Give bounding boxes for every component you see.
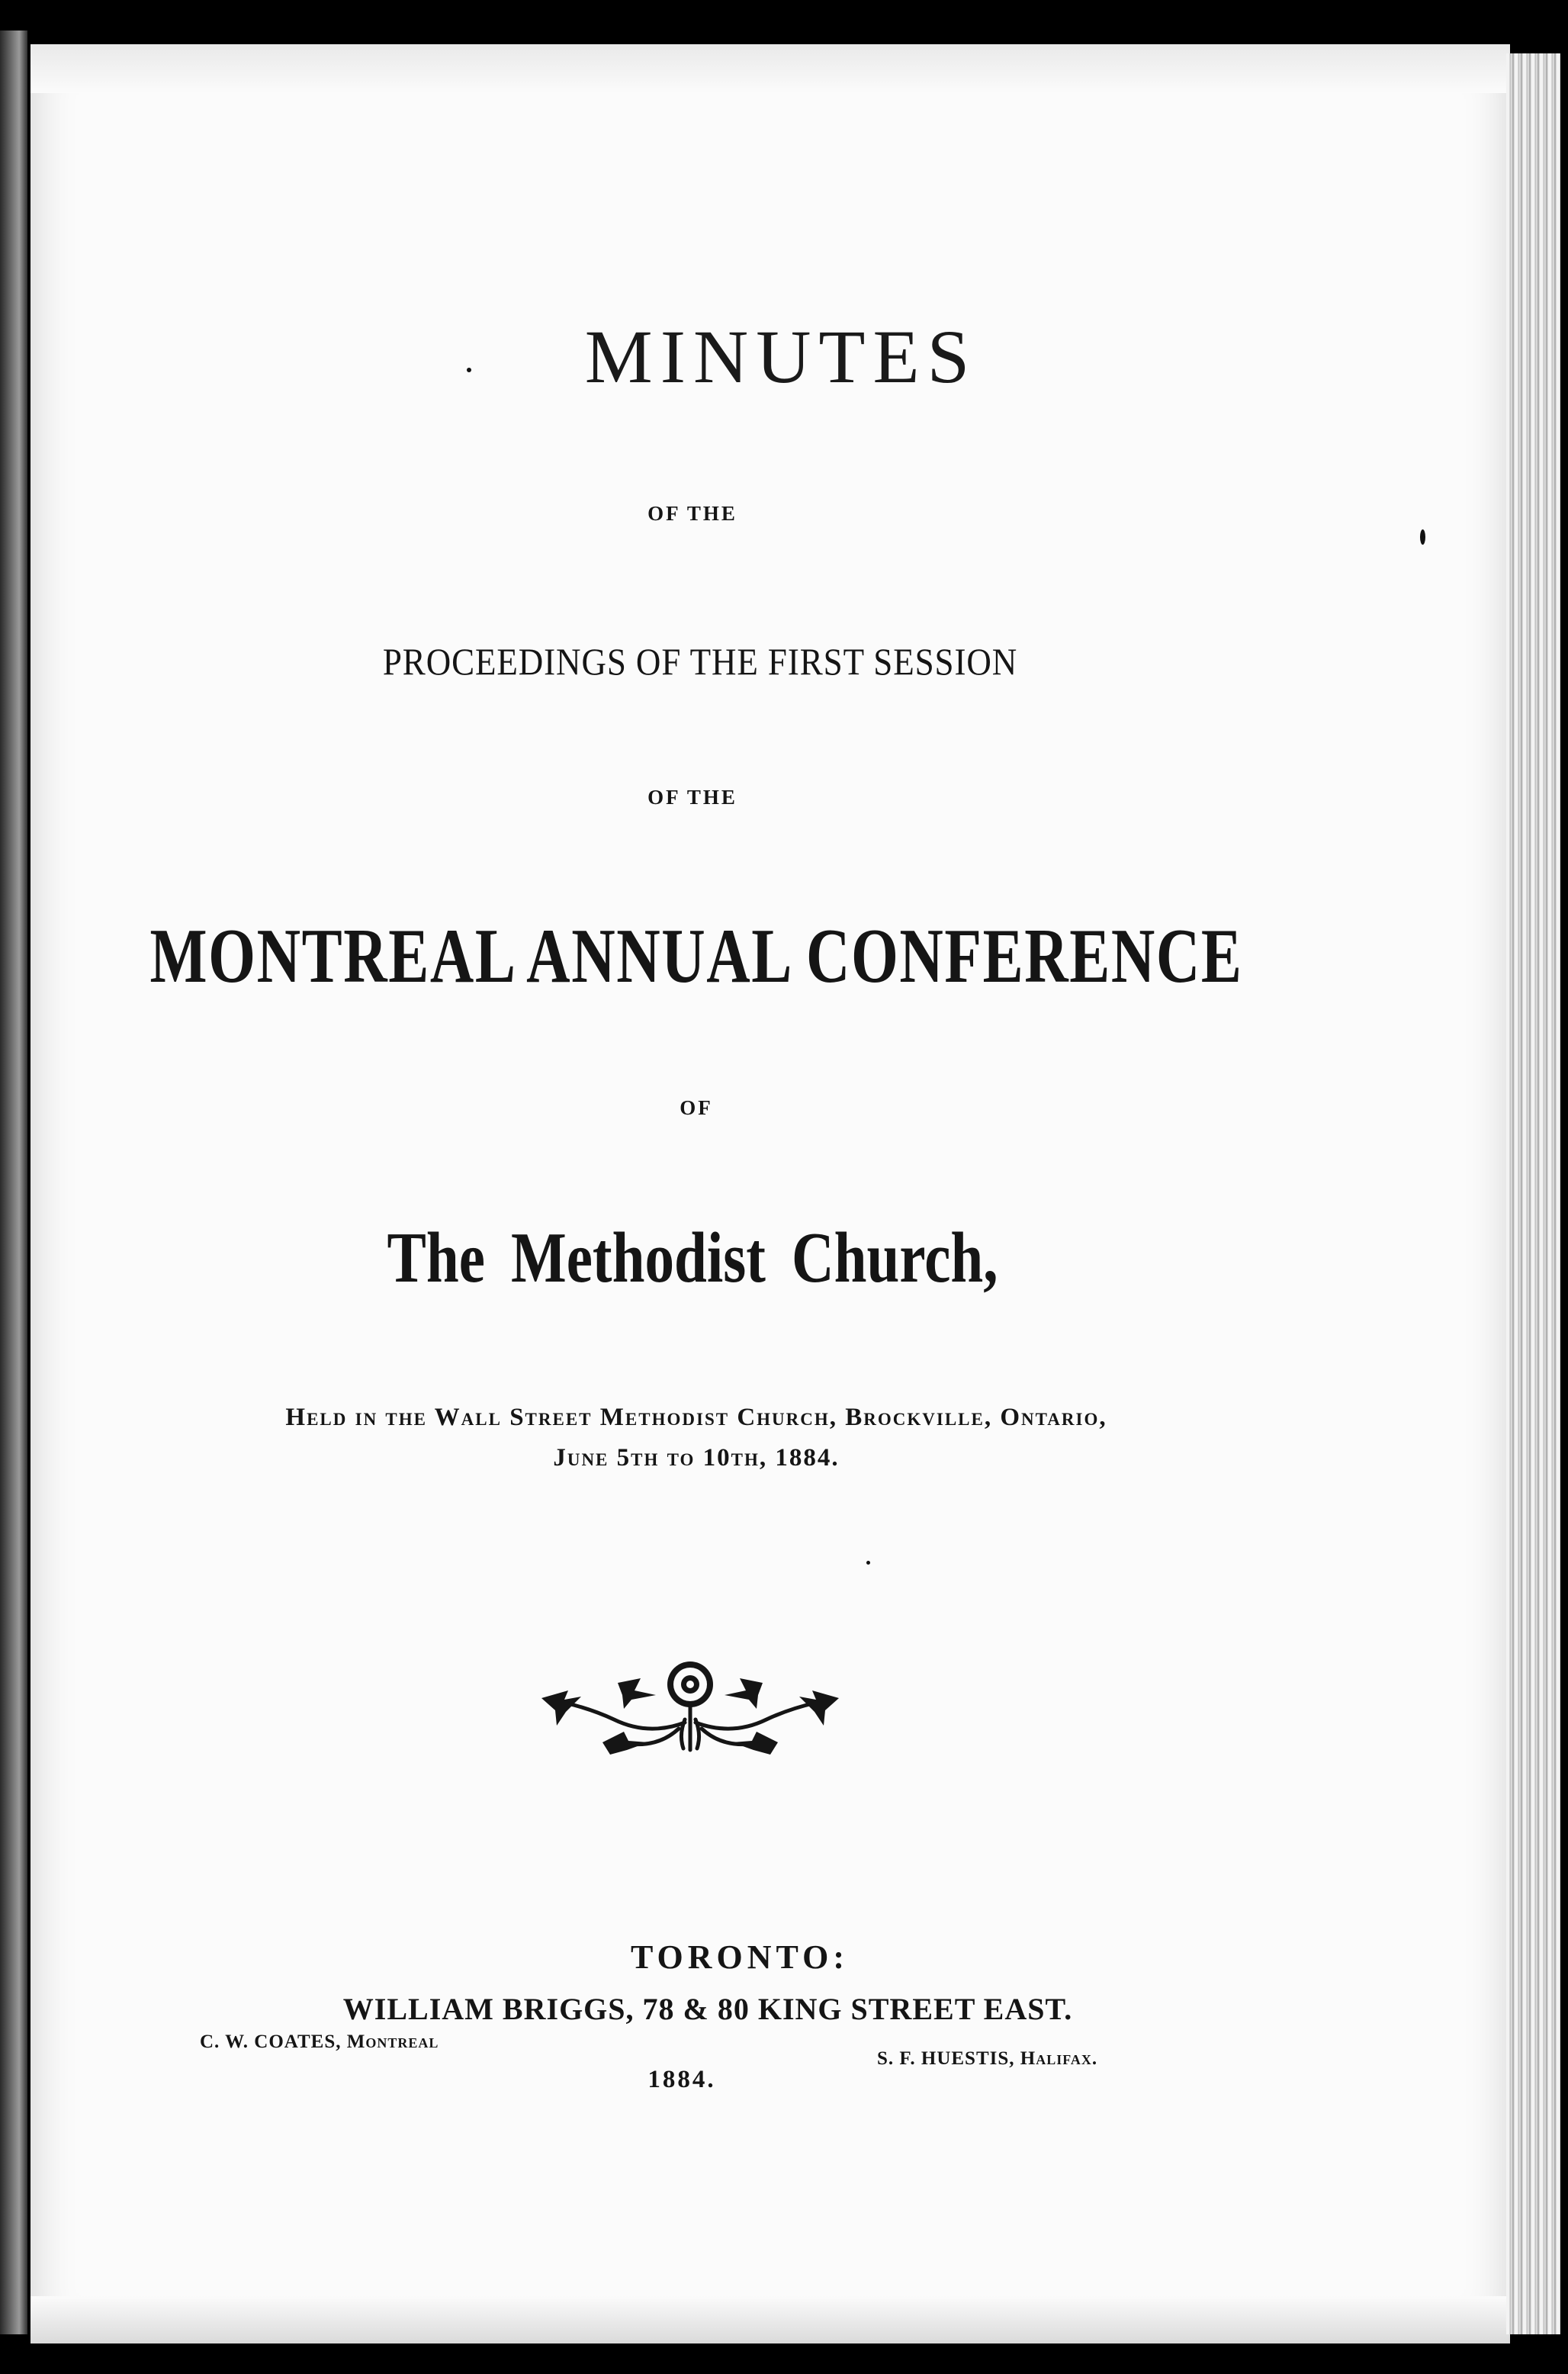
ink-speck (1420, 529, 1425, 545)
page-top-shadow (31, 44, 1510, 93)
conference-title: MONTREAL ANNUAL CONFERENCE (149, 913, 1243, 999)
connector-of-the-2: OF THE (647, 786, 737, 809)
proceedings-heading: PROCEEDINGS OF THE FIRST SESSION (382, 640, 1018, 683)
imprint-city: TORONTO: (631, 1938, 849, 1976)
ink-speck (866, 1561, 870, 1565)
imprint-publisher: WILLIAM BRIGGS, 78 & 80 KING STREET EAST. (342, 1992, 1073, 2026)
floral-ornament-icon (534, 1652, 847, 1759)
imprint-agent-right: S. F. HUESTIS, Halifax. (877, 2048, 1098, 2069)
connector-of-the-1: OF THE (647, 502, 737, 525)
session-dates-line: June 5th to 10th, 1884. (553, 1444, 840, 1472)
ink-speck (467, 368, 471, 372)
imprint-agent-left: C. W. COATES, Montreal (200, 2031, 439, 2052)
connector-of: OF (680, 1096, 713, 1119)
church-title: The Methodist Church, (387, 1218, 998, 1298)
imprint-year: 1884. (647, 2066, 716, 2093)
main-title: MINUTES (584, 314, 978, 399)
held-location-line: Held in the Wall Street Methodist Church, Brockville, Ontario, (285, 1404, 1107, 1431)
page-bottom-shadow (31, 2296, 1510, 2343)
